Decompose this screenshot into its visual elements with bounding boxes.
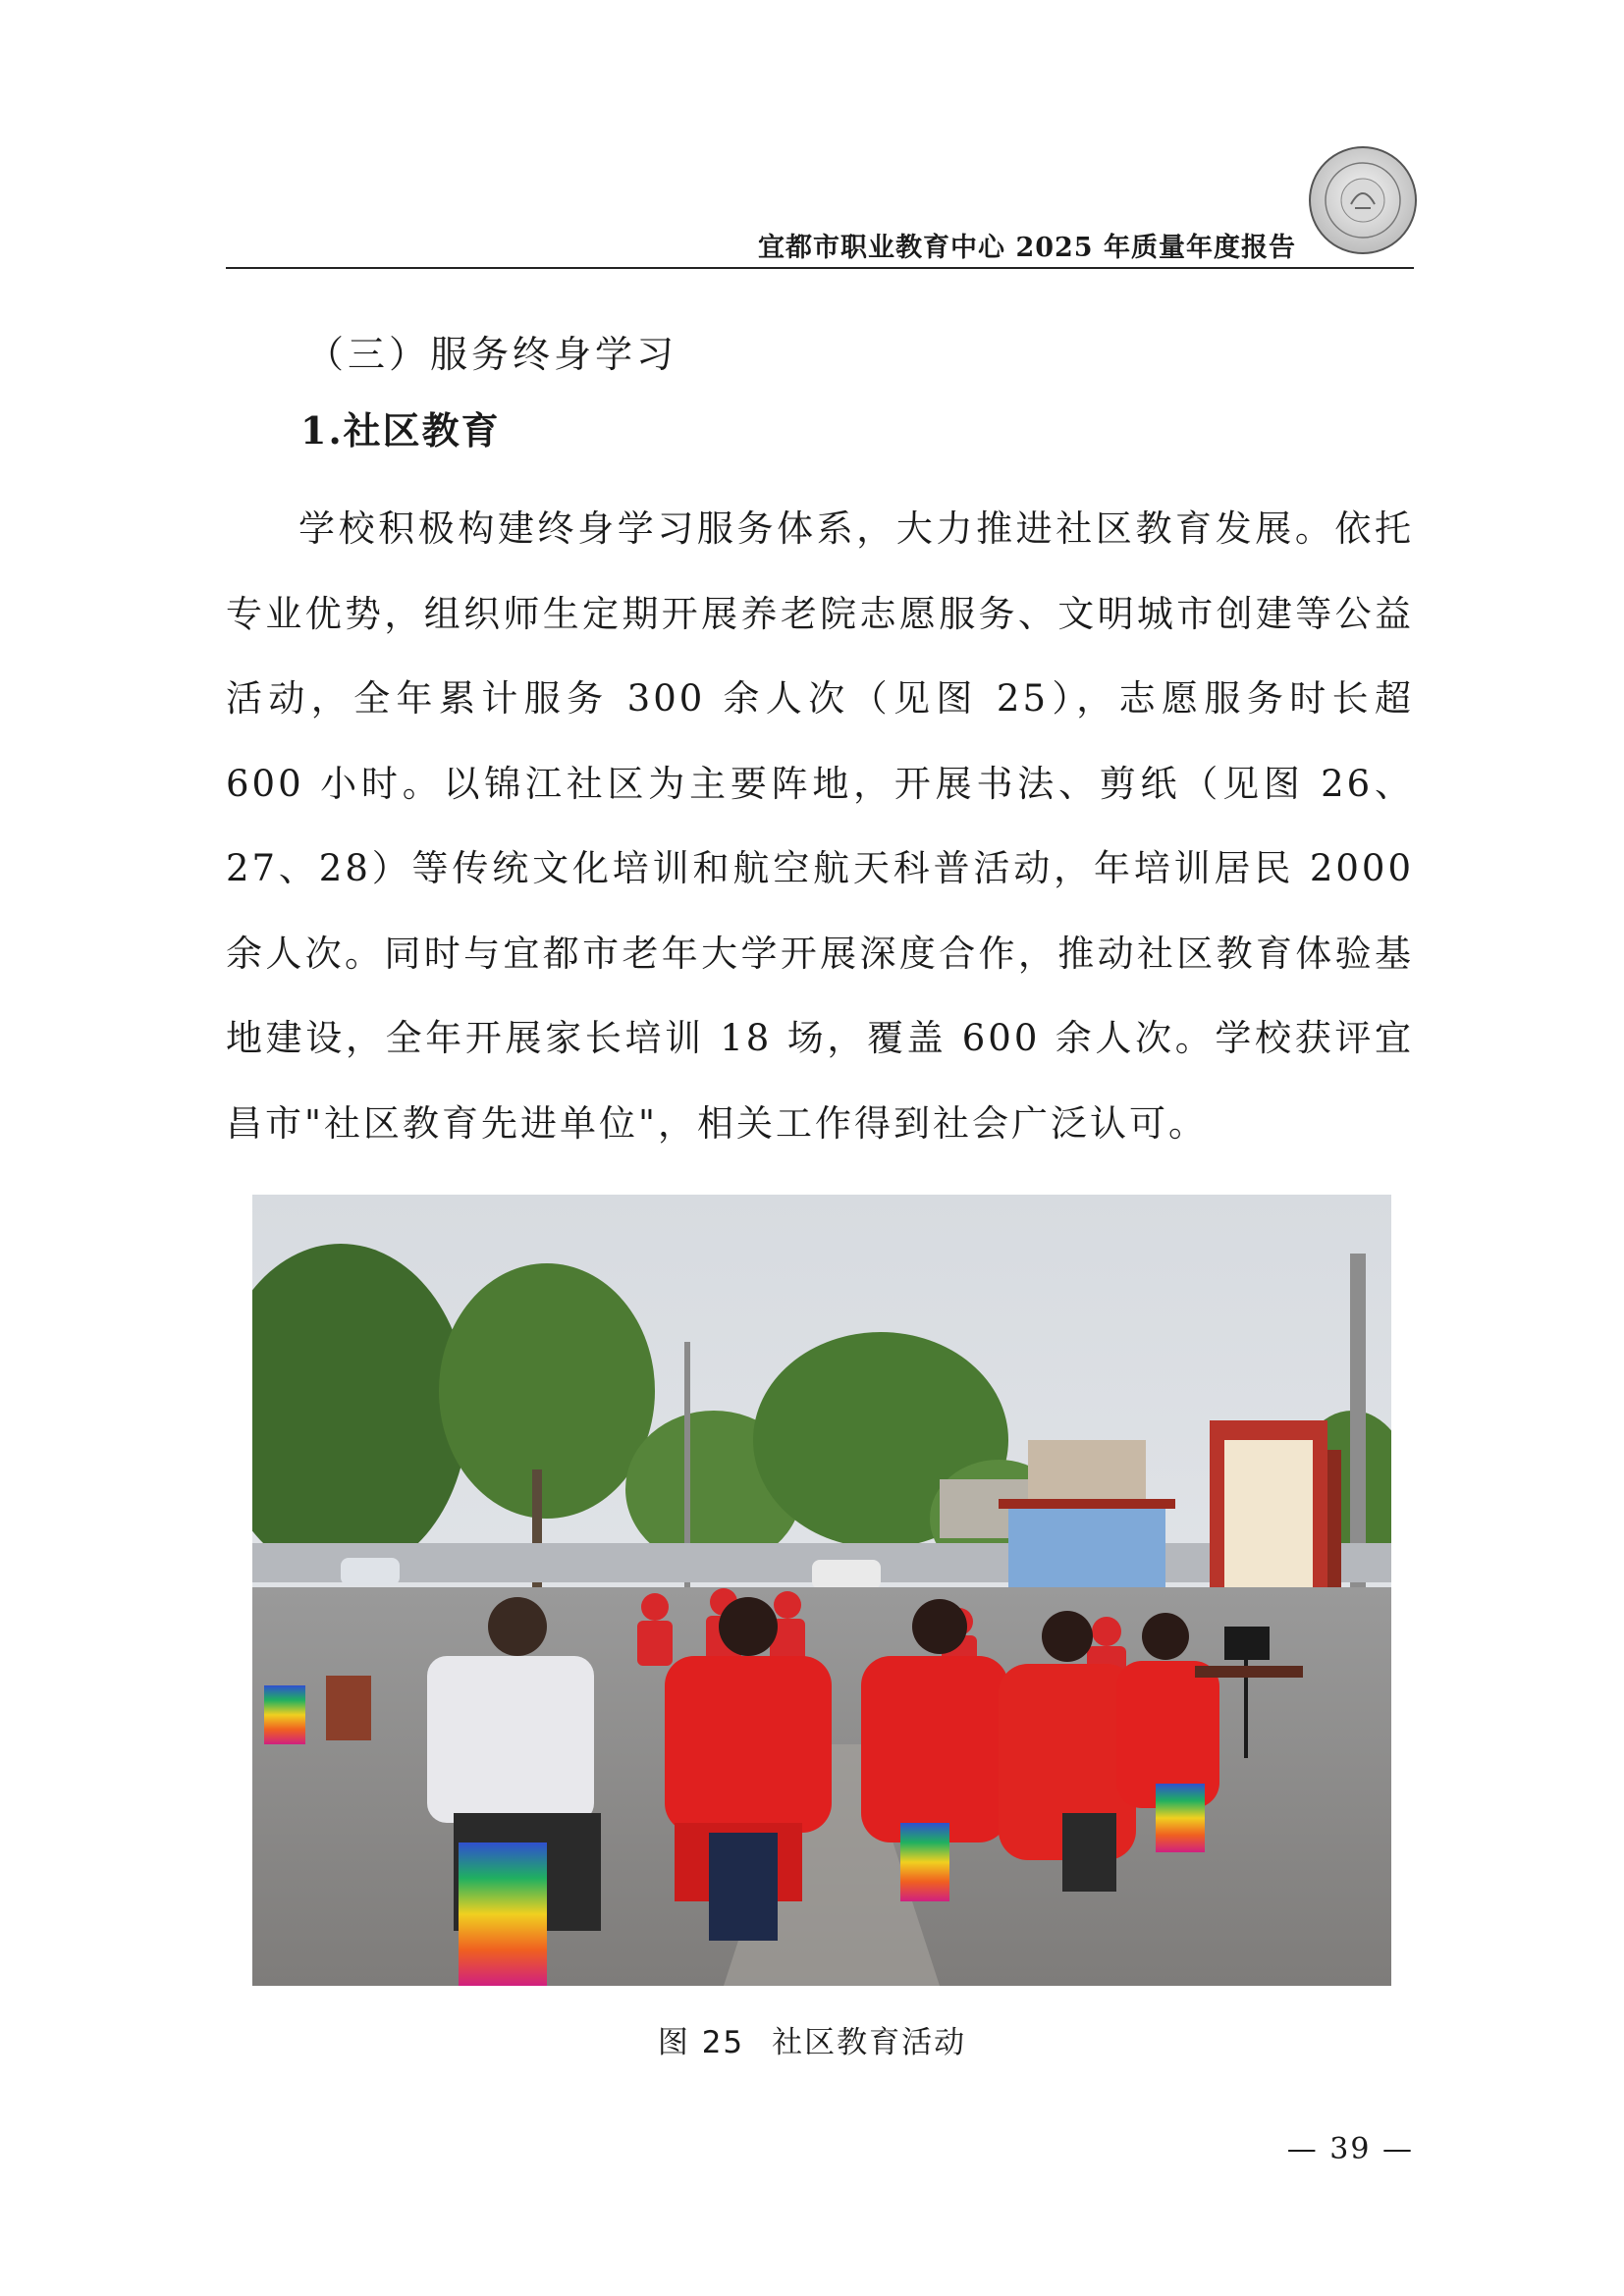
figure-caption <box>0 2017 1624 2061</box>
figure-number: 图 25 <box>657 2025 745 2060</box>
page-number: — 39 — <box>1286 2132 1414 2166</box>
header-rule <box>226 267 1414 269</box>
community-education-photo <box>252 1195 1391 1986</box>
section-heading: （三）服务终身学习 <box>306 333 678 376</box>
figure-caption-text: 社区教育活动 <box>772 2025 967 2060</box>
school-seal-logo <box>1308 145 1418 255</box>
body-paragraph: 学校积极构建终身学习服务体系，大力推进社区教育发展。依托专业优势，组织师生定期开展养老院志愿服务、文明城市创建等公益活动，全年累计服务 300 余人次（见图 25），志愿服务时长超 600 小时。以锦江社区为主要阵地，开展书法、剪纸（见图 26、27、28）等传统文化培训和航空航天科普活动，年培训居民 2000 余人次。同时与宜都市老年大学开展深度合作，推动社区教育体验基地建设，全年开展家长培训 18 场，覆盖 600 余人次。学校获评宜昌市"社区教育先进单位"，相关工作得到社会广泛认可。 <box>226 507 1414 1145</box>
subsection-heading: 1.社区教育 <box>300 408 501 453</box>
header-title: 宜都市职业教育中心 2025 年质量年度报告 <box>758 233 1296 263</box>
